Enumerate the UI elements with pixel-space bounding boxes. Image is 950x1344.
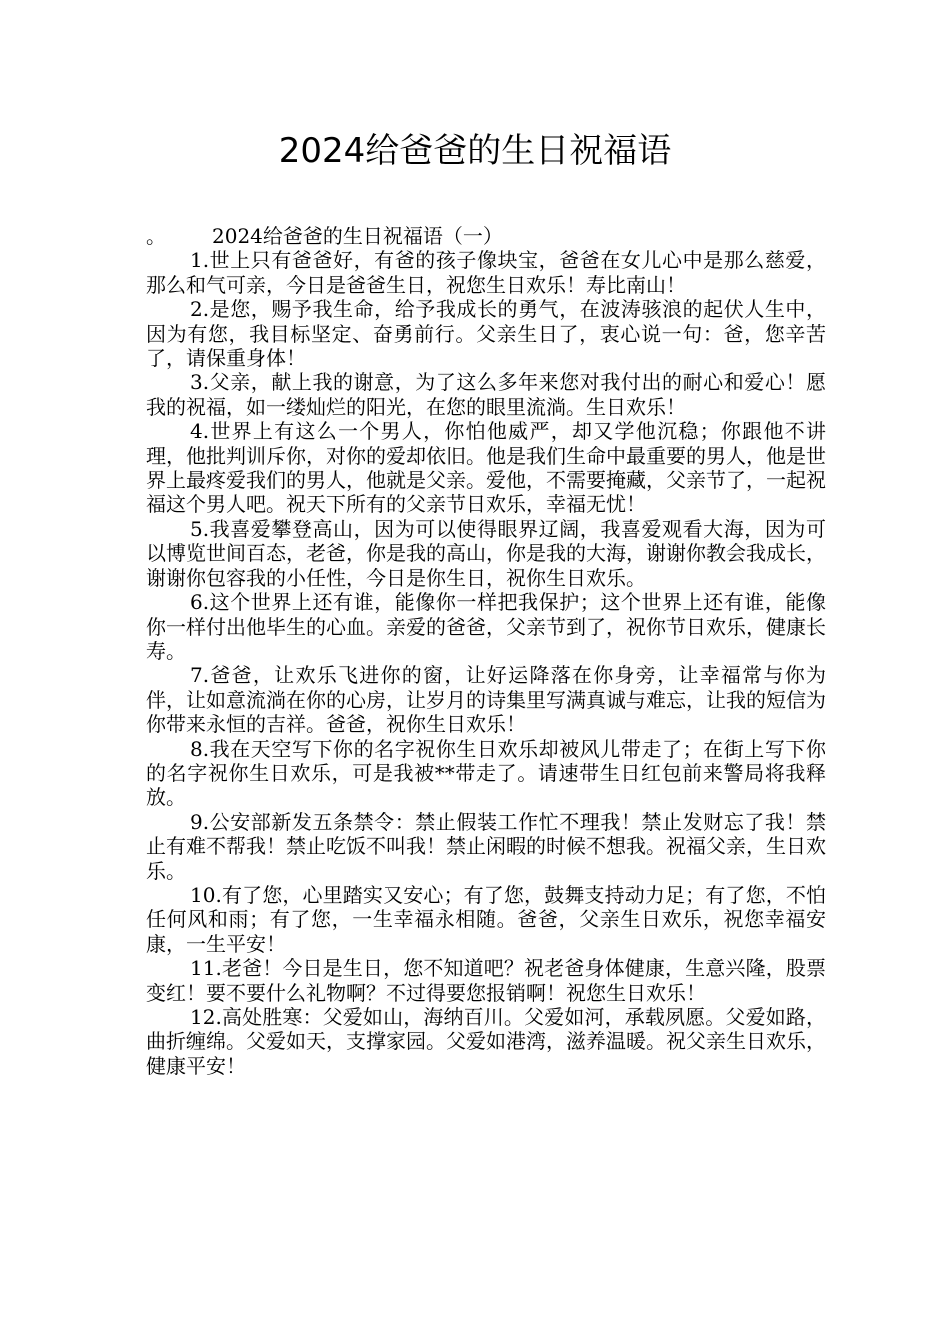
section-heading-text: 2024给爸爸的生日祝福语（一） <box>212 224 503 248</box>
paragraph-10: 10.有了您，心里踏实又安心；有了您，鼓舞支持动力足；有了您，不怕任何风和雨；有了您，一生幸福永相随。爸爸，父亲生日欢乐，祝您幸福安康，一生平安！ <box>146 882 826 956</box>
paragraph-3: 3.父亲，献上我的谢意，为了这么多年来您对我付出的耐心和爱心！愿我的祝福，如一缕灿烂的阳光，在您的眼里流淌。生日欢乐！ <box>146 370 826 419</box>
leading-mark: 。 <box>146 224 166 248</box>
paragraph-4: 4.世界上有这么一个男人，你怕他威严，却又学他沉稳；你跟他不讲理，他批判训斥你，对你的爱却依旧。他是我们生命中最重要的男人，他是世界上最疼爱我们的男人，他就是父亲。爱他，不需要掩藏，父亲节了，一起祝福这个男人吧。祝天下所有的父亲节日欢乐，幸福无忧！ <box>146 419 826 517</box>
section-heading <box>146 224 826 248</box>
paragraph-5: 5.我喜爱攀登高山，因为可以使得眼界辽阔，我喜爱观看大海，因为可以博览世间百态，老爸，你是我的高山，你是我的大海，谢谢你教会我成长，谢谢你包容我的小任性，今日是你生日，祝你生日欢乐。 <box>146 516 826 590</box>
paragraph-2: 2.是您，赐予我生命，给予我成长的勇气，在波涛骇浪的起伏人生中，因为有您，我目标坚定、奋勇前行。父亲生日了，衷心说一句：爸，您辛苦了，请保重身体！ <box>146 297 826 371</box>
paragraph-6: 6.这个世界上还有谁，能像你一样把我保护；这个世界上还有谁，能像你一样付出他毕生的心血。亲爱的爸爸，父亲节到了，祝你节日欢乐，健康长寿。 <box>146 590 826 663</box>
page-title: 2024给爸爸的生日祝福语 <box>278 131 672 171</box>
paragraph-12: 12.高处胜寒：父爱如山，海纳百川。父爱如河，承载夙愿。父爱如路，曲折缠绵。父爱如天，支撑家园。父爱如港湾，滋养温暖。祝父亲生日欢乐，健康平安！ <box>146 1005 826 1078</box>
paragraph-1: 1.世上只有爸爸好，有爸的孩子像块宝，爸爸在女儿心中是那么慈爱，那么和气可亲，今日是爸爸生日，祝您生日欢乐！寿比南山！ <box>146 248 826 297</box>
paragraph-7: 7.爸爸，让欢乐飞进你的窗，让好运降落在你身旁，让幸福常与你为伴，让如意流淌在你的心房，让岁月的诗集里写满真诚与难忘，让我的短信为你带来永恒的吉祥。爸爸，祝你生日欢乐！ <box>146 663 826 737</box>
paragraph-11: 11.老爸！今日是生日，您不知道吧？祝老爸身体健康，生意兴隆，股票变红！要不要什么礼物啊？不过得要您报销啊！祝您生日欢乐！ <box>146 956 826 1005</box>
paragraph-9: 9.公安部新发五条禁令：禁止假装工作忙不理我！禁止发财忘了我！禁止有难不帮我！禁止吃饭不叫我！禁止闲暇的时候不想我。祝福父亲，生日欢乐。 <box>146 809 826 883</box>
document-body <box>146 224 826 1078</box>
paragraph-8: 8.我在天空写下你的名字祝你生日欢乐却被风儿带走了；在街上写下你的名字祝你生日欢乐，可是我被**带走了。请速带生日红包前来警局将我释放。 <box>146 736 826 810</box>
